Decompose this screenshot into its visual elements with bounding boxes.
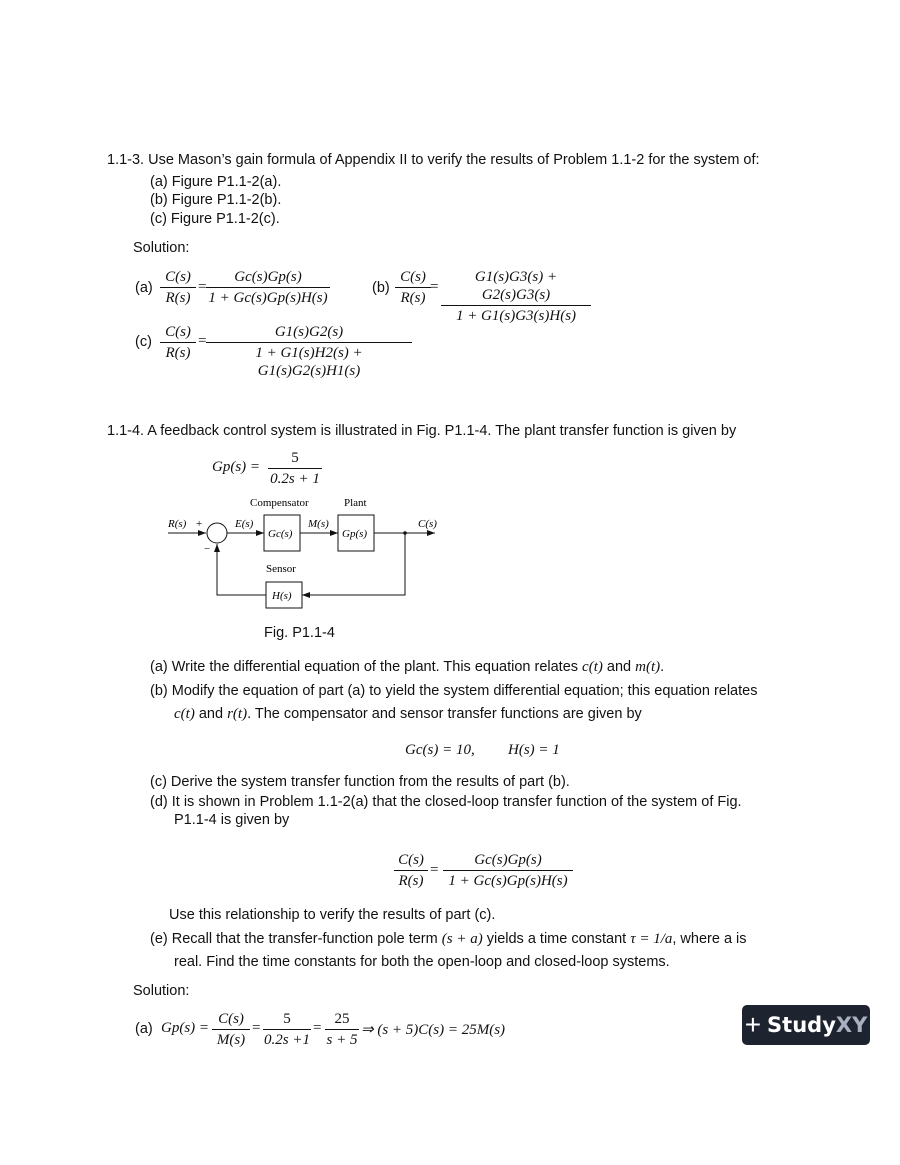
brand-xy: XY (835, 1013, 868, 1037)
part-b-text-2: c(t) and r(t). The compensator and sensor transfer functions are given by (174, 706, 642, 722)
cl-equals: = (430, 862, 439, 878)
c-label: C(s) (418, 518, 437, 530)
part-e-text: (e) Recall that the transfer-function pole term (s + a) yields a time constant τ = 1/a, where a is (150, 931, 747, 947)
eq-a-equals: = (198, 279, 207, 295)
eq-b-lhs: C(s) R(s) (395, 268, 431, 307)
gc-label: Gc(s) (268, 528, 293, 540)
gp-label: Gp(s) (342, 528, 368, 540)
use-text: Use this relationship to verify the results of part (c). (169, 907, 496, 923)
studyxy-logo[interactable] (742, 1005, 870, 1045)
sol-a-rhs: ⇒ (s + 5)C(s) = 25M(s) (361, 1022, 506, 1038)
gp-lhs: Gp(s) = (212, 459, 261, 475)
cl-rhs: Gc(s)Gp(s) 1 + Gc(s)Gp(s)H(s) (443, 851, 573, 890)
sol-a-label: (a) (135, 1021, 153, 1037)
part-b-text: (b) Modify the equation of part (a) to yield the system differential equation; this equation relates (150, 683, 758, 699)
r-label: R(s) (168, 518, 187, 530)
block-diagram (160, 490, 450, 620)
brand-study: Study (767, 1013, 836, 1037)
sol-a-eq-2: = (313, 1020, 322, 1036)
e-label: E(s) (235, 518, 254, 530)
compensator-label: Compensator (250, 497, 309, 509)
cl-lhs: C(s) R(s) (394, 851, 428, 890)
part-d-text-2: P1.1-4 is given by (174, 812, 290, 828)
sensor-label: Sensor (266, 563, 296, 575)
solution-label-113: Solution: (133, 240, 190, 256)
sol-a-frac-1: C(s) M(s) (212, 1010, 250, 1049)
eq-b-label: (b) (372, 280, 390, 296)
gp-fraction: 5 0.2s + 1 (268, 449, 322, 488)
eq-c-rhs: G1(s)G2(s) 1 + G1(s)H2(s) + G1(s)G2(s)H1(s) (206, 323, 412, 380)
sol-a-frac-2: 5 0.2s +1 (264, 1011, 310, 1048)
problem-114-statement: 1.1-4. A feedback control system is illustrated in Fig. P1.1-4. The plant transfer function is given by (107, 423, 737, 439)
summing-junction (207, 523, 227, 543)
eq-c-label: (c) (135, 334, 152, 350)
eq-a-label: (a) (135, 280, 153, 296)
problem-113-item-b: (b) Figure P1.1-2(b). (150, 192, 282, 208)
eq-a-rhs: Gc(s)Gp(s) 1 + Gc(s)Gp(s)H(s) (206, 268, 330, 307)
feedback-return (217, 544, 266, 595)
gc-equation: Gc(s) = 10, (405, 742, 475, 758)
eq-c-equals: = (198, 333, 207, 349)
m-label: M(s) (308, 518, 329, 530)
plant-label: Plant (344, 497, 367, 509)
eq-b-equals: = (430, 279, 439, 295)
part-d-text: (d) It is shown in Problem 1.1-2(a) that the closed-loop transfer function of the system of Fig. (150, 794, 742, 810)
plus-sign: + (196, 518, 203, 530)
sol-a-lhs: Gp(s) = (161, 1020, 210, 1036)
problem-113-item-a: (a) Figure P1.1-2(a). (150, 174, 282, 190)
eq-b-rhs: G1(s)G3(s) + G2(s)G3(s) 1 + G1(s)G3(s)H(s) (441, 268, 591, 325)
eq-a-lhs: C(s) R(s) (160, 268, 196, 307)
h-label: H(s) (272, 590, 292, 602)
problem-113-item-c: (c) Figure P1.1-2(c). (150, 211, 280, 227)
sol-a-eq-1: = (252, 1020, 261, 1036)
part-a-text: (a) Write the differential equation of the plant. This equation relates c(t) and m(t). (150, 659, 665, 675)
problem-113-statement: 1.1-3. Use Mason’s gain formula of Appendix II to verify the results of Problem 1.1-2 for the system of: (107, 152, 760, 168)
eq-c-lhs: C(s) R(s) (160, 323, 196, 362)
sol-a-frac-3: 25 s + 5 (326, 1011, 358, 1048)
h-equation: H(s) = 1 (508, 742, 560, 758)
part-c-text: (c) Derive the system transfer function from the results of part (b). (150, 774, 570, 790)
solution-label-114: Solution: (133, 983, 190, 999)
plus-icon: + (744, 1009, 762, 1040)
minus-sign: − (204, 543, 211, 555)
part-e-text-2: real. Find the time constants for both the open-loop and closed-loop systems. (174, 954, 670, 970)
figure-caption: Fig. P1.1-4 (264, 625, 335, 641)
